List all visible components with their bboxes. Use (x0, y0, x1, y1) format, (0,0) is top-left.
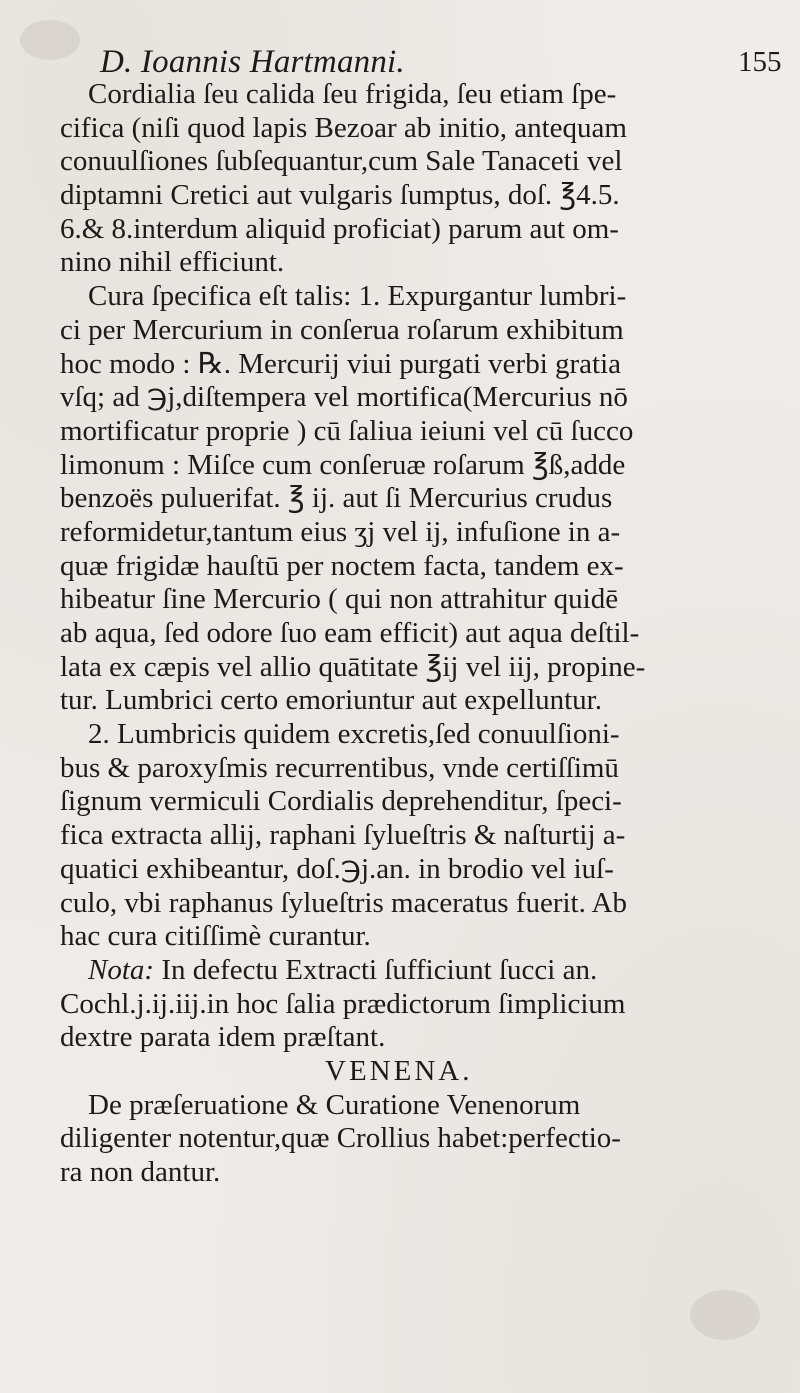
paper-stain (690, 1290, 760, 1340)
text-line: tur. Lumbrici certo emoriuntur aut expelluntur. (60, 684, 602, 717)
nota-text: In defectu Extracti ſufficiunt ſucci an. (154, 953, 598, 986)
section-title: VENENA. (325, 1054, 473, 1087)
text-line: ſignum vermiculi Cordialis deprehenditur, ſpeci- (60, 785, 622, 818)
text-line: ab aqua, ſed odore ſuo eam efficit) aut aqua deſtil- (60, 617, 640, 649)
text-line: benzoës puluerifat. ℥ ij. aut ſi Mercurius crudus (60, 482, 613, 515)
text-line: mortificatur proprie ) cū ſaliua ieiuni vel cū ſucco (60, 414, 634, 447)
text-line: vſq; ad ℈j,diſtempera vel mortifica(Mercurius nō (60, 381, 628, 414)
running-head: D. Ioannis Hartmanni. (100, 44, 405, 80)
text-line: dextre parata idem præſtant. (60, 1021, 386, 1054)
text-line: limonum : Miſce cum conſeruæ roſarum ℥ß,adde (60, 448, 626, 481)
text-line: quatici exhibeantur, doſ.℈j.an. in brodio vel iuſ- (60, 852, 614, 885)
text-line: De præſeruatione & Curatione Venenorum (88, 1088, 581, 1121)
text-line: Cordialia ſeu calida ſeu frigida, ſeu etiam ſpe- (88, 78, 617, 110)
nota-label: Nota: (88, 953, 155, 986)
text-line: culo, vbi raphanus ſylueſtris maceratus fuerit. Ab (60, 886, 627, 919)
nota-line (60, 954, 780, 988)
text-line: diligenter notentur,quæ Crollius habet:perfectio- (60, 1122, 621, 1155)
text-line: hoc modo : ℞. Mercurij viui purgati verbi gratia (60, 347, 622, 380)
text-line: ra non dantur. (60, 1156, 221, 1188)
text-line: hibeatur ſine Mercurio ( qui non attrahitur quidē (60, 583, 619, 616)
text-line: ci per Mercurium in conſerua roſarum exhibitum (60, 313, 624, 346)
text-line: Cura ſpecifica eſt talis: 1. Expurgantur lumbri- (88, 280, 627, 313)
text-line: cifica (niſi quod lapis Bezoar ab initio, antequam (60, 111, 627, 144)
text-line: conuulſiones ſubſequantur,cum Sale Tanaceti vel (60, 145, 623, 178)
paper-stain (20, 20, 80, 60)
text-line: 6.& 8.interdum aliquid proficiat) parum aut om- (60, 212, 619, 245)
text-line: 2. Lumbricis quidem excretis,ſed conuulſioni- (88, 718, 620, 751)
text-line: diptamni Cretici aut vulgaris ſumptus, doſ. ℥4.5. (60, 179, 620, 212)
text-line: bus & paroxyſmis recurrentibus, vnde certiſſimū (60, 751, 619, 784)
body-text (60, 78, 780, 1190)
text-line: lata ex cæpis vel allio quātitate ℥ij vel iij, propine- (60, 650, 646, 683)
text-line: quæ frigidæ hauſtū per noctem facta, tandem ex- (60, 549, 624, 582)
text-line: reformidetur,tantum eius ʒj vel ij, infuſione in a- (60, 515, 621, 548)
text-line: nino nihil efficiunt. (60, 246, 285, 279)
text-line: Cochl.j.ij.iij.in hoc ſalia prædictorum ſimplicium (60, 987, 626, 1020)
text-line: hac cura citiſſimè curantur. (60, 920, 371, 953)
text-line: fica extracta allij, raphani ſylueſtris & naſturtij a- (60, 819, 626, 852)
page-number: 155 (738, 46, 782, 78)
